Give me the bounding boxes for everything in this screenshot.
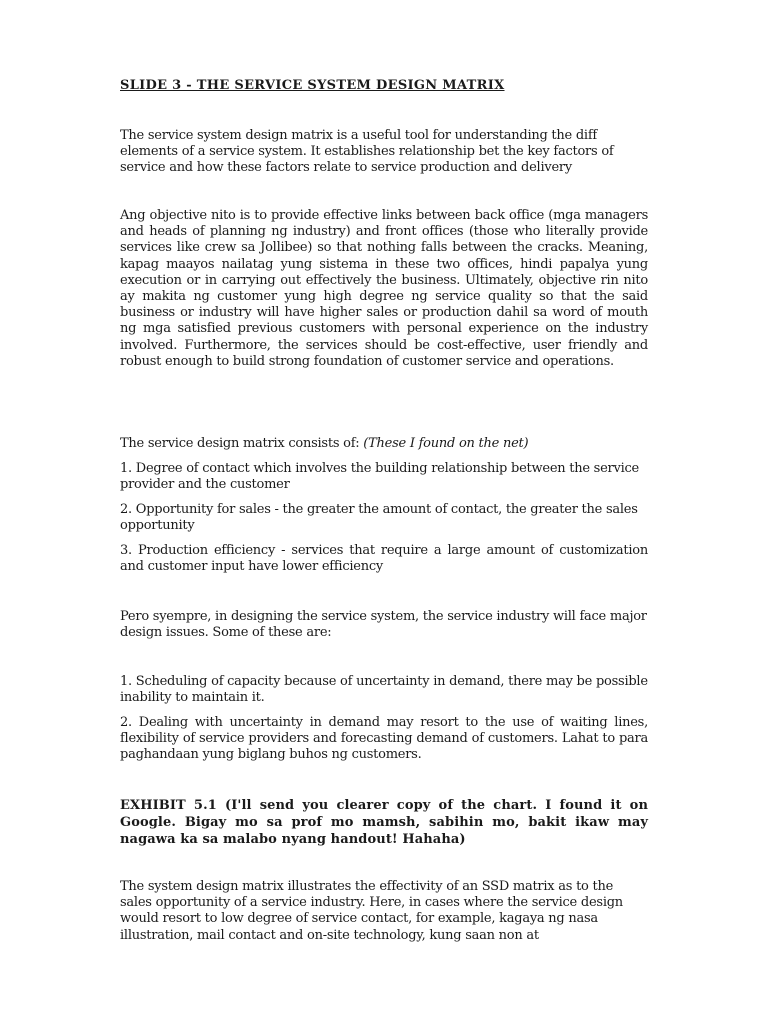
- issues-intro: Pero syempre, in designing the service system, the service industry will face major design issues. Some of these are:: [120, 609, 647, 641]
- matrix-intro: [120, 436, 648, 452]
- objective-paragraph: Ang objective nito is to provide effective links between back office (mga managers and heads of planning ng industry) and front offices (those who literally provide services like crew sa Jollibee) so that nothing falls between the cracks. Meaning, kapag maayos nailatag yung sistema in these two offices, hindi papalya yung execution or in carrying out effectively the business. Ultimately, objective rin nito ay makita ng customer yung high degree ng service quality so that the said business or industry will have higher sales or production dahil sa word of mouth ng mga satisfied previous customers with personal experience on the industry involved. Furthermore, the services should be cost-effective, user friendly and robust enough to build strong foundation of customer service and operations.: [120, 208, 648, 369]
- page-title: SLIDE 3 - THE SERVICE SYSTEM DESIGN MATRIX: [120, 78, 505, 93]
- matrix-intro-text: The service design matrix consists of:: [120, 436, 360, 451]
- matrix-intro-note: (These I found on the net): [363, 436, 529, 451]
- matrix-item-production-efficiency: 3. Production efficiency - services that require a large amount of customization and customer input have lower efficiency: [120, 543, 648, 575]
- closing-paragraph: The system design matrix illustrates the effectivity of an SSD matrix as to the sales opportunity of a service industry. Here, in cases where the service design would resort to low degree of service contact, for example, kagaya ng nasa illustration, mail contact and on-site technology, kung saan non at: [120, 879, 623, 943]
- matrix-item-opportunity-for-sales: 2. Opportunity for sales - the greater the amount of contact, the greater the sales opportunity: [120, 502, 638, 534]
- exhibit-heading: EXHIBIT 5.1 (I'll send you clearer copy of the chart. I found it on Google. Bigay mo sa prof mo mamsh, sabihin mo, bakit ikaw may nagawa ka sa malabo nyang handout! Hahaha): [120, 798, 648, 848]
- intro-paragraph: The service system design matrix is a useful tool for understanding the diff elements of a service system. It establishes relationship bet the key factors of service and how these factors relate to service production and delivery: [120, 128, 614, 176]
- issue-item-uncertainty: 2. Dealing with uncertainty in demand may resort to the use of waiting lines, flexibility of service providers and forecasting demand of customers. Lahat to para paghandaan yung biglang buhos ng customers.: [120, 715, 648, 763]
- issue-item-scheduling: 1. Scheduling of capacity because of uncertainty in demand, there may be possible inability to maintain it.: [120, 674, 648, 706]
- matrix-item-degree-of-contact: 1. Degree of contact which involves the building relationship between the service provider and the customer: [120, 461, 639, 493]
